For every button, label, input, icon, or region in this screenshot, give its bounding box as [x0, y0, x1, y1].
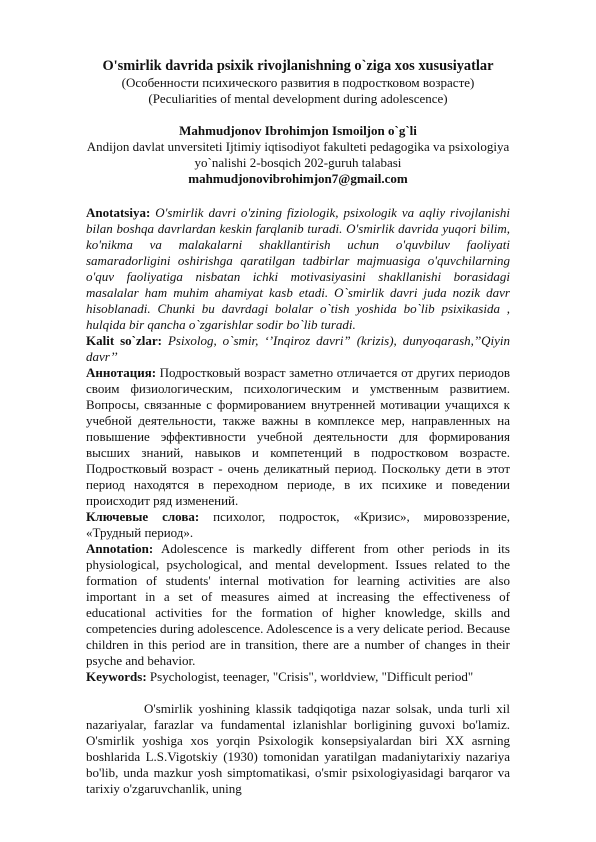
subtitle-russian: (Особенности психического развития в подростковом возрасте): [121, 75, 475, 90]
keywords-uzbek-text: Psixolog, o`smir, ‘’Inqiroz davri” (krizis), dunyoqarash,’’Qiyin davr’’: [86, 333, 510, 364]
keywords-uzbek: [86, 333, 510, 365]
author-affiliation-line2: yo`nalishi 2-bosqich 202-guruh talabasi: [194, 155, 402, 170]
keywords-uzbek-label: Kalit so`zlar:: [86, 333, 162, 348]
abstract-uzbek-text: O'smirlik davri o'zining fiziologik, psixologik va aqliy rivojlanishi bilan boshqa davrlardan keskin farqlanib turadi. O'smirlik davrida yuqori bilim, ko'nikma va malakalarni shakllantirish uchun o'quvbiluv faoliyati samaradorligini oshirishga qaratilgan tadbirlar majmuasiga o'quvchilarning o'quv faoliyatiga nisbatan ichki motivasiyasini shakllanishi borasidagi masalalar ham muhim ahamiyat kasb etadi. O`smirlik davri juda nozik davr hisoblanadi. Chunki bu davrdagi bolalar o`tish yoshida bo`lib psixikasida , hulqida bir qancha o`zgarishlar sodir bo`lib turadi.: [86, 205, 511, 332]
body-paragraph: O'smirlik yoshining klassik tadqiqotiga nazar solsak, unda turli xil nazariyalar, farazlar va fundamental izlanishlar borligining guvoxi bo'lamiz. O'smirlik yoshiga xos yorqin Psixologik konsepsiyalardan biri XX asrning boshlarida L.S.Vigotskiy (1930) tomonidan yaratilgan madaniytarixiy nazariya bo'lib, unda mazkur yosh simptomatikasi, o'smir psixologiyasidagi barqaror va tarixiy o'zgaruvchanlik, uning: [86, 701, 510, 796]
keywords-english-text: Psychologist, teenager, "Crisis", worldview, "Difficult period": [149, 669, 474, 684]
abstract-english-label: Annotation:: [86, 541, 154, 556]
author-affiliation-line1: Andijon davlat unversiteti Ijtimiy iqtisodiyot fakulteti pedagogika va psixologiya: [86, 139, 510, 154]
abstract-russian: [86, 365, 510, 509]
abstract-english: [86, 541, 510, 669]
abstracts-section: [86, 205, 510, 685]
abstract-uzbek-label: Anotatsiya:: [86, 205, 151, 220]
abstract-russian-label: Аннотация:: [86, 365, 157, 380]
author-block: [86, 123, 510, 187]
keywords-russian-text: психолог, подросток, «Кризис», мировоззрение, «Трудный период».: [86, 509, 510, 540]
keywords-russian-label: Ключевые слова:: [86, 509, 200, 524]
abstract-russian-text: Подростковый возраст заметно отличается от других периодов своим физиологическим, психологическим и умственным развитием. Вопросы, связанные с формированием внутренней мотивации учащихся к учебной деятельности, также важны в комплексе мер, направленных на повышение эффективности учебной деятельности для формирования высших знаний, навыков и компетенций в подростковом возрасте. Подростковый возраст - очень деликатный период. Поскольку дети в этот период находятся в переходном периоде, в их психике и поведении происходит ряд изменений.: [86, 365, 511, 508]
keywords-english-label: Keywords:: [86, 669, 147, 684]
subtitle-english: (Peculiarities of mental development during adolescence): [148, 91, 448, 106]
abstract-uzbek: [86, 205, 510, 333]
keywords-english: [86, 669, 510, 685]
keywords-russian: [86, 509, 510, 541]
abstract-english-text: Adolescence is markedly different from other periods in its physiological, psychological, and mental development. Issues related to the formation of students' internal motivation for learning activities are also important in a set of measures aimed at increasing the effectiveness of educational activities for the formation of higher knowledge, skills and competencies during adolescence. Adolescence is a very delicate period. Because children in this period are in transition, there are a number of changes in their psyche and behavior.: [86, 541, 510, 668]
author-name: Mahmudjonov Ibrohimjon Ismoiljon o`g`li: [179, 123, 417, 138]
author-email: mahmudjonovibrohimjon7@gmail.com: [188, 171, 408, 186]
paper-page: [86, 58, 510, 810]
paper-title: O'smirlik davrida psixik rivojlanishning o`ziga xos xususiyatlar: [102, 58, 494, 74]
